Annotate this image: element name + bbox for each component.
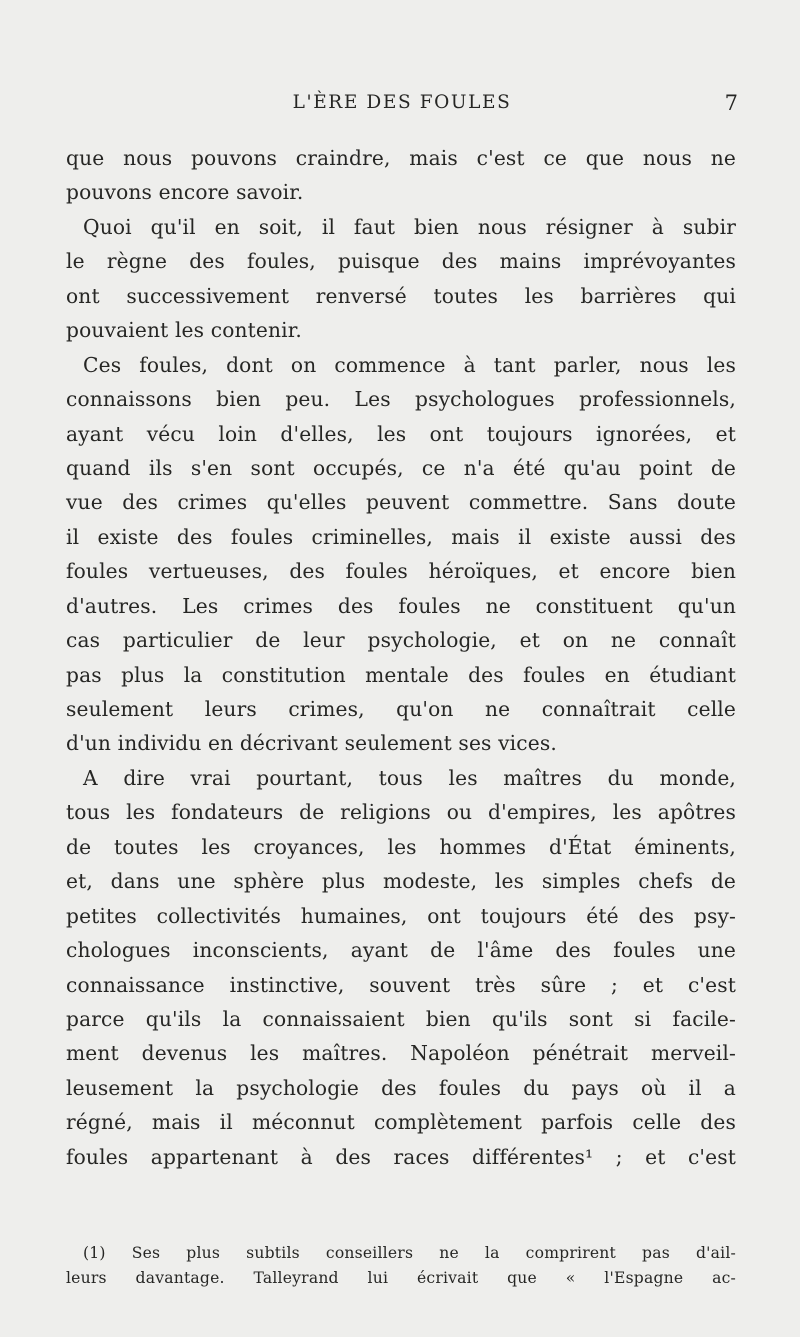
footnote-line: (1) Ses plus subtils conseillers ne la comprirent pas d'ail- — [83, 1244, 736, 1262]
footnote-line: leurs davantage. Talleyrand lui écrivait que « l'Espagne ac- — [66, 1269, 736, 1287]
body-text — [66, 141, 736, 1174]
text-line: régné, mais il méconnut complètement parfois celle des — [66, 1110, 736, 1135]
page-header — [66, 92, 738, 122]
text-line: et, dans une sphère plus modeste, les simples chefs de — [66, 869, 736, 894]
text-line: foules vertueuses, des foules héroïques, et encore bien — [66, 559, 736, 584]
text-line: A dire vrai pourtant, tous les maîtres du monde, — [83, 765, 736, 790]
text-line: leusement la psychologie des foules du pays où il a — [66, 1075, 736, 1100]
text-line: connaissons bien peu. Les psychologues professionnels, — [66, 387, 736, 412]
page-number: 7 — [724, 91, 738, 115]
text-line: il existe des foules criminelles, mais il existe aussi des — [66, 524, 736, 549]
text-line: chologues inconscients, ayant de l'âme des foules une — [66, 938, 736, 963]
text-line: pas plus la constitution mentale des foules en étudiant — [66, 662, 736, 687]
footnote — [66, 1241, 736, 1291]
text-line: connaissance instinctive, souvent très sûre ; et c'est — [66, 972, 736, 997]
text-line: d'autres. Les crimes des foules ne constituent qu'un — [66, 593, 736, 618]
text-line: seulement leurs crimes, qu'on ne connaîtrait celle — [66, 697, 736, 721]
text-line: quand ils s'en sont occupés, ce n'a été qu'au point de — [66, 455, 736, 480]
text-line: tous les fondateurs de religions ou d'empires, les apôtres — [66, 800, 736, 825]
text-line: ont successivement renversé toutes les barrières qui — [66, 283, 736, 308]
text-line: pouvaient les contenir. — [66, 318, 302, 343]
running-title: L'ÈRE DES FOULES — [292, 92, 512, 113]
text-line: ayant vécu loin d'elles, les ont toujours ignorées, et — [66, 421, 736, 446]
text-line: petites collectivités humaines, ont toujours été des psy- — [66, 903, 736, 928]
text-line: de toutes les croyances, les hommes d'État éminents, — [66, 834, 736, 859]
text-line: parce qu'ils la connaissaient bien qu'ils sont si facile- — [66, 1006, 736, 1031]
text-line: que nous pouvons craindre, mais c'est ce que nous ne — [66, 146, 736, 170]
text-line: ment devenus les maîtres. Napoléon pénétrait merveil- — [66, 1041, 736, 1066]
text-line: vue des crimes qu'elles peuvent commettre. Sans doute — [66, 490, 736, 515]
text-line: Quoi qu'il en soit, il faut bien nous résigner à subir — [83, 214, 736, 239]
text-line: le règne des foules, puisque des mains imprévoyantes — [66, 249, 736, 274]
text-line: pouvons encore savoir. — [66, 180, 304, 205]
text-line: cas particulier de leur psychologie, et on ne connaît — [66, 628, 736, 653]
text-line: d'un individu en décrivant seulement ses vices. — [66, 731, 557, 756]
text-line: Ces foules, dont on commence à tant parler, nous les — [83, 352, 736, 377]
text-line: foules appartenant à des races différentes¹ ; et c'est — [66, 1144, 736, 1169]
